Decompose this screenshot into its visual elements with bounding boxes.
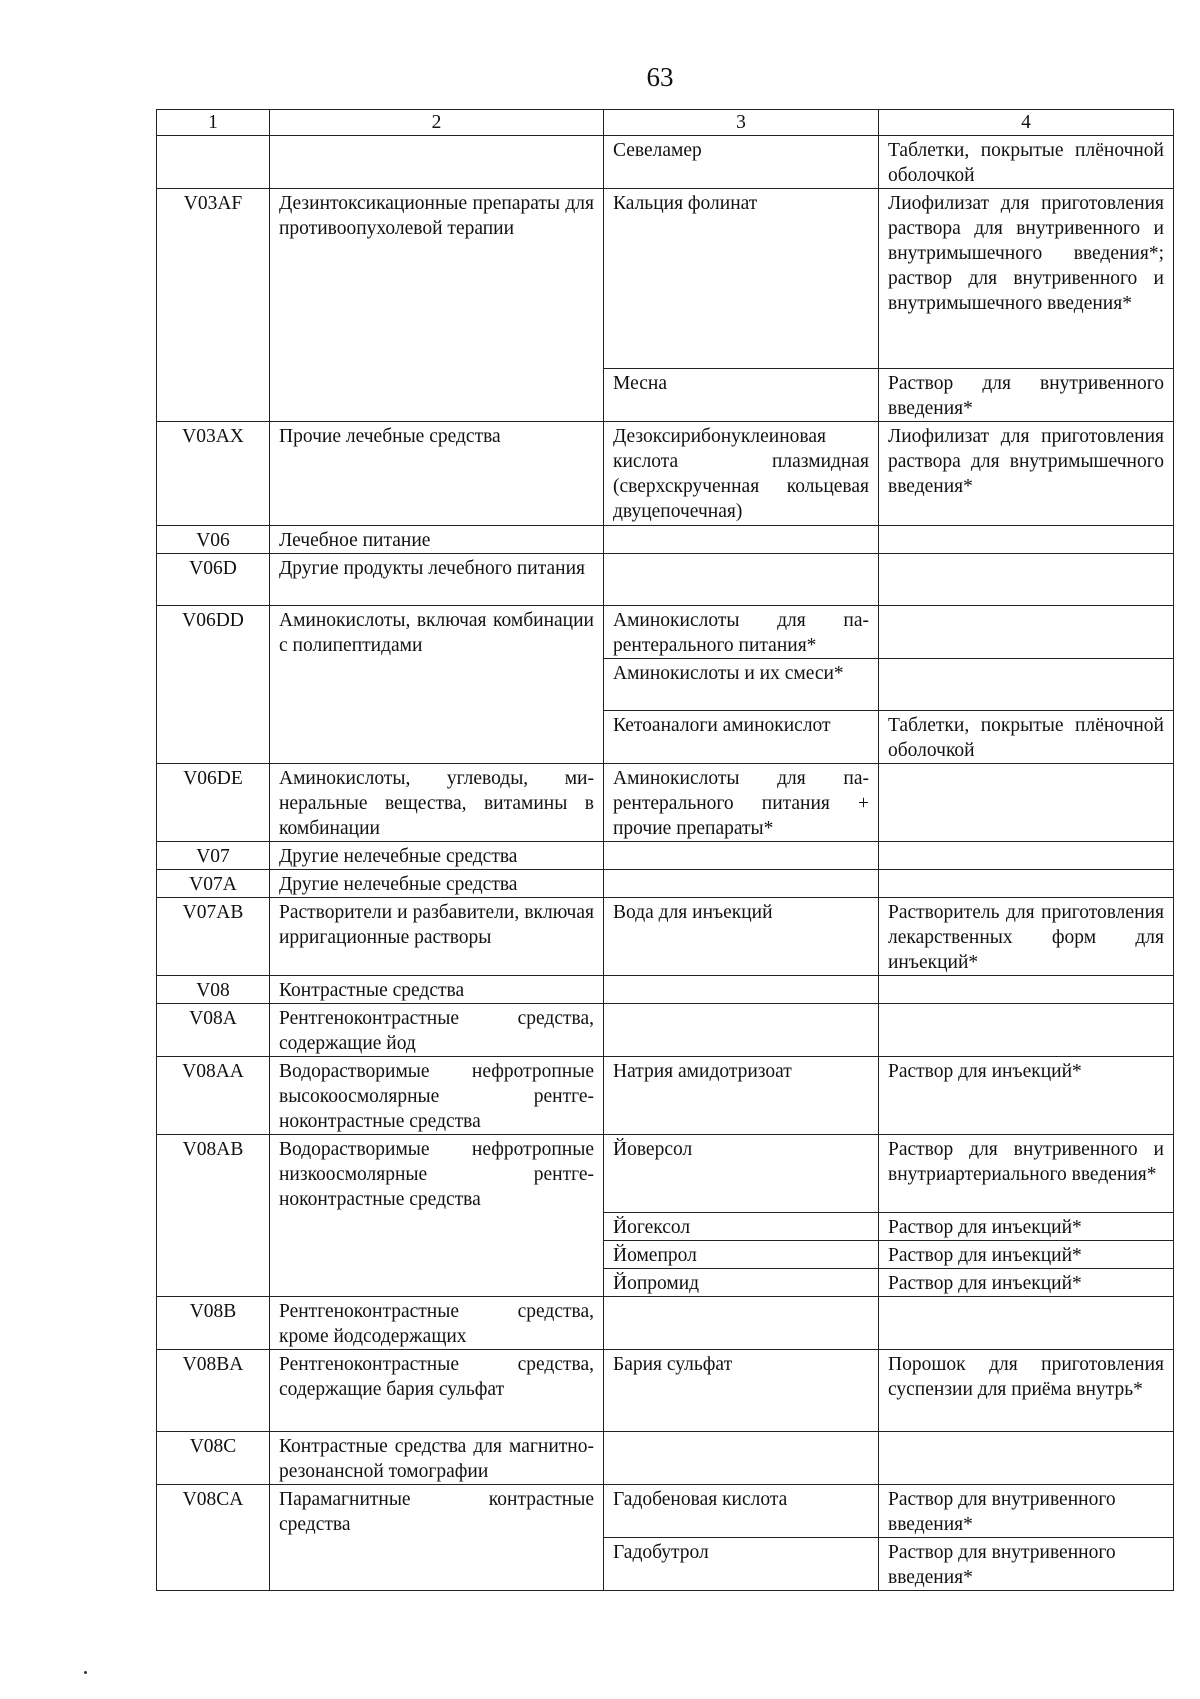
atc-code-cell: V08AB bbox=[157, 1135, 270, 1297]
table-row bbox=[157, 554, 1174, 606]
atc-code-cell: V06DD bbox=[157, 606, 270, 764]
dosage-form-cell: Лиофилизат для приготовления раствора для внутримышечного введения* bbox=[879, 422, 1174, 526]
table-row bbox=[157, 1350, 1174, 1432]
atc-code-cell bbox=[157, 136, 270, 189]
group-name-cell: Другие нелечебные средства bbox=[270, 870, 604, 898]
atc-code-cell: V08CA bbox=[157, 1485, 270, 1591]
atc-code-cell: V06 bbox=[157, 526, 270, 554]
table-row bbox=[157, 1004, 1174, 1057]
dosage-form-cell: Раствор для внутривенного введения* bbox=[879, 1485, 1174, 1538]
group-name-cell: Аминокислоты, углеводы, минеральные вещества, витамины в комбинации bbox=[270, 764, 604, 842]
group-name-cell: Парамагнитные контрастные средства bbox=[270, 1485, 604, 1591]
group-name-cell: Водорастворимые нефротропные высокоосмолярные рентгеноконтрастные средства bbox=[270, 1057, 604, 1135]
drug-name-cell: Гадобеновая кислота bbox=[604, 1485, 879, 1538]
group-name-cell: Аминокислоты, включая комбинации с полипептидами bbox=[270, 606, 604, 764]
dosage-form-cell bbox=[879, 606, 1174, 659]
drug-name-cell bbox=[604, 554, 879, 606]
drug-name-cell: Гадобутрол bbox=[604, 1538, 879, 1591]
column-header: 3 bbox=[604, 110, 879, 136]
dosage-form-cell: Раствор для инъекций* bbox=[879, 1213, 1174, 1241]
group-name-cell: Дезинтоксикационные препараты для противоопухолевой терапии bbox=[270, 189, 604, 422]
atc-code-cell: V07 bbox=[157, 842, 270, 870]
drug-name-cell: Йогексол bbox=[604, 1213, 879, 1241]
drug-name-cell: Йомепрол bbox=[604, 1241, 879, 1269]
table-row bbox=[157, 976, 1174, 1004]
drug-name-cell: Кетоаналоги аминокислот bbox=[604, 711, 879, 764]
drug-name-cell: Аминокислоты для парентерального питания + прочие препараты* bbox=[604, 764, 879, 842]
drug-name-cell bbox=[604, 842, 879, 870]
table-row bbox=[157, 1485, 1174, 1538]
drug-name-cell bbox=[604, 526, 879, 554]
table-row bbox=[157, 136, 1174, 189]
column-header: 1 bbox=[157, 110, 270, 136]
dosage-form-cell: Таблетки, покрытые плёночной оболочкой bbox=[879, 711, 1174, 764]
table-row bbox=[157, 842, 1174, 870]
drug-name-cell: Йопромид bbox=[604, 1269, 879, 1297]
drug-name-cell: Месна bbox=[604, 369, 879, 422]
medications-table bbox=[156, 109, 1174, 1591]
dosage-form-cell bbox=[879, 842, 1174, 870]
dosage-form-cell: Порошок для приготовления суспензии для приёма внутрь* bbox=[879, 1350, 1174, 1432]
dosage-form-cell bbox=[879, 1004, 1174, 1057]
table-row bbox=[157, 898, 1174, 976]
dosage-form-cell: Раствор для инъекций* bbox=[879, 1269, 1174, 1297]
dosage-form-cell bbox=[879, 659, 1174, 711]
table-row bbox=[157, 1057, 1174, 1135]
table-row bbox=[157, 422, 1174, 526]
drug-name-cell: Натрия амидотризоат bbox=[604, 1057, 879, 1135]
table-row bbox=[157, 189, 1174, 369]
drug-name-cell bbox=[604, 1297, 879, 1350]
dosage-form-cell: Раствор для внутривенного введения* bbox=[879, 1538, 1174, 1591]
group-name-cell: Рентгеноконтрастные средства, кроме йодсодержащих bbox=[270, 1297, 604, 1350]
group-name-cell: Рентгеноконтрастные средства, содержащие бария сульфат bbox=[270, 1350, 604, 1432]
atc-code-cell: V08C bbox=[157, 1432, 270, 1485]
drug-name-cell: Аминокислоты для парентерального питания* bbox=[604, 606, 879, 659]
table-row bbox=[157, 1135, 1174, 1213]
drug-name-cell: Кальция фолинат bbox=[604, 189, 879, 369]
group-name-cell: Лечебное питание bbox=[270, 526, 604, 554]
table-row bbox=[157, 606, 1174, 659]
dosage-form-cell: Таблетки, покрытые плёночной оболочкой bbox=[879, 136, 1174, 189]
page-number: 63 bbox=[646, 62, 674, 92]
atc-code-cell: V08B bbox=[157, 1297, 270, 1350]
table-row bbox=[157, 1432, 1174, 1485]
dosage-form-cell: Растворитель для приготовления лекарственных форм для инъекций* bbox=[879, 898, 1174, 976]
scan-speck bbox=[84, 1671, 87, 1674]
group-name-cell: Водорастворимые нефротропные низкоосмолярные рентгеноконтрастные средства bbox=[270, 1135, 604, 1297]
drug-name-cell: Вода для инъекций bbox=[604, 898, 879, 976]
group-name-cell: Контрастные средства для магнитно-резонансной томографии bbox=[270, 1432, 604, 1485]
group-name-cell: Другие нелечебные средства bbox=[270, 842, 604, 870]
dosage-form-cell: Раствор для внутривенного и внутриартериального введения* bbox=[879, 1135, 1174, 1213]
dosage-form-cell: Раствор для внутривенного введения* bbox=[879, 369, 1174, 422]
atc-code-cell: V08BA bbox=[157, 1350, 270, 1432]
group-name-cell: Прочие лечебные средства bbox=[270, 422, 604, 526]
atc-code-cell: V08A bbox=[157, 1004, 270, 1057]
drug-name-cell: Севеламер bbox=[604, 136, 879, 189]
dosage-form-cell: Раствор для инъекций* bbox=[879, 1057, 1174, 1135]
group-name-cell: Контрастные средства bbox=[270, 976, 604, 1004]
atc-code-cell: V08AA bbox=[157, 1057, 270, 1135]
atc-code-cell: V08 bbox=[157, 976, 270, 1004]
group-name-cell bbox=[270, 136, 604, 189]
drug-name-cell bbox=[604, 870, 879, 898]
column-header: 4 bbox=[879, 110, 1174, 136]
drug-name-cell: Аминокислоты и их смеси* bbox=[604, 659, 879, 711]
drug-name-cell bbox=[604, 976, 879, 1004]
dosage-form-cell: Лиофилизат для приготовления раствора для внутривенного и внутримышечного введения*; раствор для внутривенного и внутримышечного введения* bbox=[879, 189, 1174, 369]
drug-name-cell bbox=[604, 1004, 879, 1057]
table-row bbox=[157, 526, 1174, 554]
dosage-form-cell bbox=[879, 976, 1174, 1004]
drug-name-cell bbox=[604, 1432, 879, 1485]
dosage-form-cell bbox=[879, 554, 1174, 606]
atc-code-cell: V07AB bbox=[157, 898, 270, 976]
dosage-form-cell bbox=[879, 1432, 1174, 1485]
dosage-form-cell bbox=[879, 526, 1174, 554]
atc-code-cell: V06D bbox=[157, 554, 270, 606]
dosage-form-cell bbox=[879, 870, 1174, 898]
dosage-form-cell bbox=[879, 764, 1174, 842]
drug-name-cell: Йоверсол bbox=[604, 1135, 879, 1213]
group-name-cell: Растворители и разбавители, включая ирригационные растворы bbox=[270, 898, 604, 976]
table-row bbox=[157, 870, 1174, 898]
atc-code-cell: V03AF bbox=[157, 189, 270, 422]
atc-code-cell: V06DE bbox=[157, 764, 270, 842]
drug-name-cell: Дезоксирибонуклеиновая кислота плазмидная (сверхскрученная кольцевая двуцепочечная) bbox=[604, 422, 879, 526]
table-row bbox=[157, 764, 1174, 842]
table-header-row bbox=[157, 110, 1174, 136]
column-header: 2 bbox=[270, 110, 604, 136]
dosage-form-cell: Раствор для инъекций* bbox=[879, 1241, 1174, 1269]
group-name-cell: Рентгеноконтрастные средства, содержащие йод bbox=[270, 1004, 604, 1057]
table-row bbox=[157, 1297, 1174, 1350]
drug-name-cell: Бария сульфат bbox=[604, 1350, 879, 1432]
dosage-form-cell bbox=[879, 1297, 1174, 1350]
atc-code-cell: V07A bbox=[157, 870, 270, 898]
group-name-cell: Другие продукты лечебного питания bbox=[270, 554, 604, 606]
atc-code-cell: V03AX bbox=[157, 422, 270, 526]
